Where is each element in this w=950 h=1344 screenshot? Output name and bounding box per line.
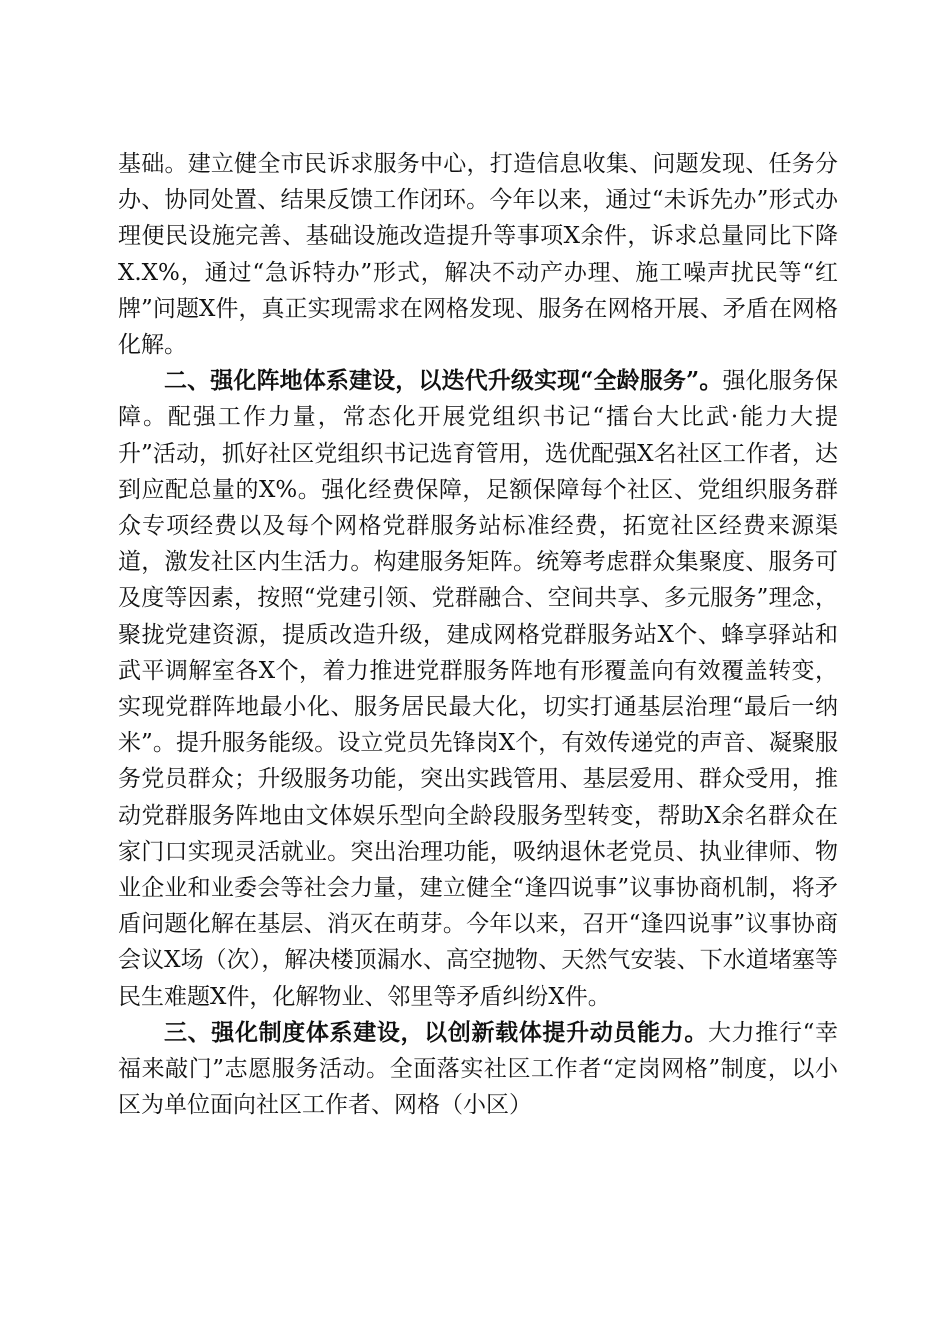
section-heading-three: 三、强化制度体系建设，以创新载体提升动员能力。 bbox=[164, 1018, 708, 1046]
paragraph-text: 强化服务保障。配强工作力量，常态化开展党组织书记“擂台大比武·能力大提升”活动，抓好社区党组织书记选育管用，选优配强X名社区工作者，达到应配总量的X%。强化经费保障，足额保障每个社区、党组织服务群众专项经费以及每个网格党群服务站标准经费，拓宽社区经费来源渠道，激发社区内生活力。构建服务矩阵。统筹考虑群众集聚度、服务可及度等因素，按照“党建引领、党群融合、空间共享、多元服务”理念，聚拢党建资源，提质改造升级，建成网格党群服务站X个、蜂享驿站和武平调解室各X个，着力推进党群服务阵地有形覆盖向有效覆盖转变，实现党群阵地最小化、服务居民最大化，切实打通基层治理“最后一纳米”。提升服务能级。设立党员先锋岗X个，有效传递党的声音、凝聚服务党员群众；升级服务功能，突出实践管用、基层爱用、群众受用，推动党群服务阵地由文体娱乐型向全龄段服务型转变，帮助X余名群众在家门口实现灵活就业。突出治理功能，吸纳退休老党员、执业律师、物业企业和业委会等社会力量，建立健全“逢四说事”议事协商机制，将矛盾问题化解在基层、消灭在萌芽。今年以来，召开“逢四说事”议事协商会议X场（次），解决楼顶漏水、高空抛物、天然气安装、下水道堵塞等民生难题X件，化解物业、邻里等矛盾纠纷X件。 bbox=[118, 368, 839, 1010]
paragraph-text: 大力推行“幸福来敲门”志愿服务活动。全面落实社区工作者“定岗网格”制度，以小区为单位面向社区工作者、网格（小区） bbox=[118, 1019, 838, 1119]
paragraph-continuation bbox=[118, 146, 838, 363]
document-body bbox=[118, 146, 838, 1123]
paragraph-section-two bbox=[118, 363, 838, 1015]
paragraph-section-three bbox=[118, 1015, 838, 1124]
section-heading-two: 二、强化阵地体系建设，以迭代升级实现“全龄服务”。 bbox=[164, 367, 723, 395]
paragraph-text: 基础。建立健全市民诉求服务中心，打造信息收集、问题发现、任务分办、协同处置、结果反馈工作闭环。今年以来，通过“未诉先办”形式办理便民设施完善、基础设施改造提升等事项X余件，诉求总量同比下降X.X%，通过“急诉特办”形式，解决不动产办理、施工噪声扰民等“红牌”问题X件，真正实现需求在网格发现、服务在网格开展、矛盾在网格化解。 bbox=[118, 151, 838, 359]
